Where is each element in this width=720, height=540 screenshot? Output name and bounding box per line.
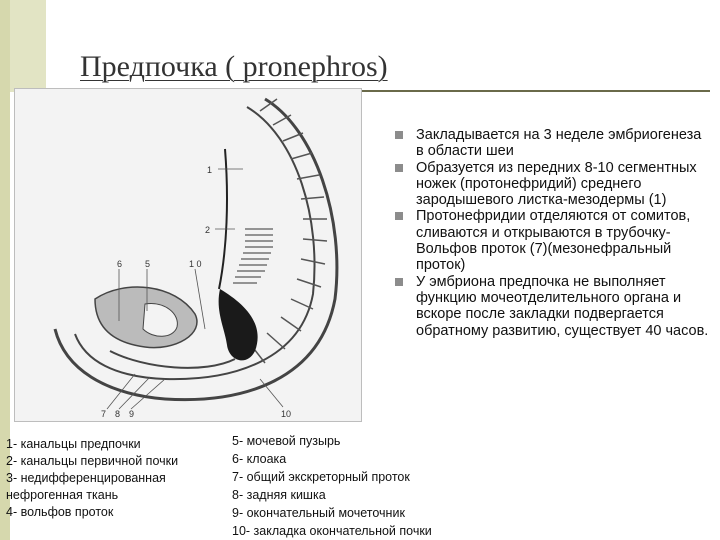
bullet-text: Закладывается на 3 неделе эмбриогенеза в области шеи <box>416 127 702 160</box>
somite-segments <box>251 99 327 363</box>
nephric-tubules <box>233 229 273 283</box>
legend-item: 8- задняя кишка <box>232 488 326 502</box>
cloaca <box>110 351 235 368</box>
kidney-primordium <box>219 289 258 360</box>
bullet-text: Протонефридии отделяются от сомитов, сливаются и открываются в трубочку-Вольфов проток (7)(мезонефральный проток) <box>416 208 691 274</box>
bullet-text: Образуется из передних 8-10 сегментных ножек (протонефридий) среднего зародышевого листка-мезодермы (1) <box>416 159 697 209</box>
square-bullet-icon <box>395 164 403 172</box>
fig-label-6: 6 <box>117 259 123 269</box>
body-wall-outer <box>55 99 337 400</box>
fig-label-2: 2 <box>205 225 211 235</box>
legend-item: 7- общий экскреторный проток <box>232 470 410 484</box>
legend-right <box>232 432 532 540</box>
fig-label-1-0: 1 0 <box>189 259 202 269</box>
square-bullet-icon <box>395 212 403 220</box>
embryo-diagram-svg <box>15 89 361 421</box>
bullet-item <box>390 160 712 209</box>
legend-item: 4- вольфов проток <box>6 505 114 519</box>
bullet-list <box>390 127 712 339</box>
wolffian-duct <box>219 149 227 289</box>
embryo-diagram <box>14 88 362 422</box>
legend-left <box>6 436 216 521</box>
bullet-item <box>390 208 712 273</box>
bullet-item <box>390 274 712 339</box>
fig-label-9: 9 <box>129 409 135 419</box>
bullet-item <box>390 127 712 160</box>
square-bullet-icon <box>395 278 403 286</box>
legend-item: 10- закладка окончательной почки <box>232 524 432 538</box>
title-accent-block <box>10 0 46 92</box>
legend-item: 6- клоака <box>232 452 287 466</box>
square-bullet-icon <box>395 131 403 139</box>
fig-label-7: 7 <box>101 409 107 419</box>
legend-item: 9- окончательный мочеточник <box>232 506 405 520</box>
fig-label-10: 10 <box>281 409 292 419</box>
body-wall-inner <box>75 107 315 379</box>
slide-title: Предпочка ( pronephros) <box>80 50 388 83</box>
fig-label-1: 1 <box>207 165 213 175</box>
legend-item: 1- канальцы предпочки <box>6 437 141 451</box>
legend-item: 3- недифференцированная нефрогенная ткань <box>6 471 170 502</box>
legend-item: 5- мочевой пузырь <box>232 434 341 448</box>
fig-label-5: 5 <box>145 259 151 269</box>
bullet-text: У эмбриона предпочка не выполняет функцию мочеотделительного органа и вскоре после закладки подвергается обратному развитию, существует 40 часов. <box>416 273 709 339</box>
fig-label-8: 8 <box>115 409 121 419</box>
legend-item: 2- канальцы первичной почки <box>6 454 179 468</box>
